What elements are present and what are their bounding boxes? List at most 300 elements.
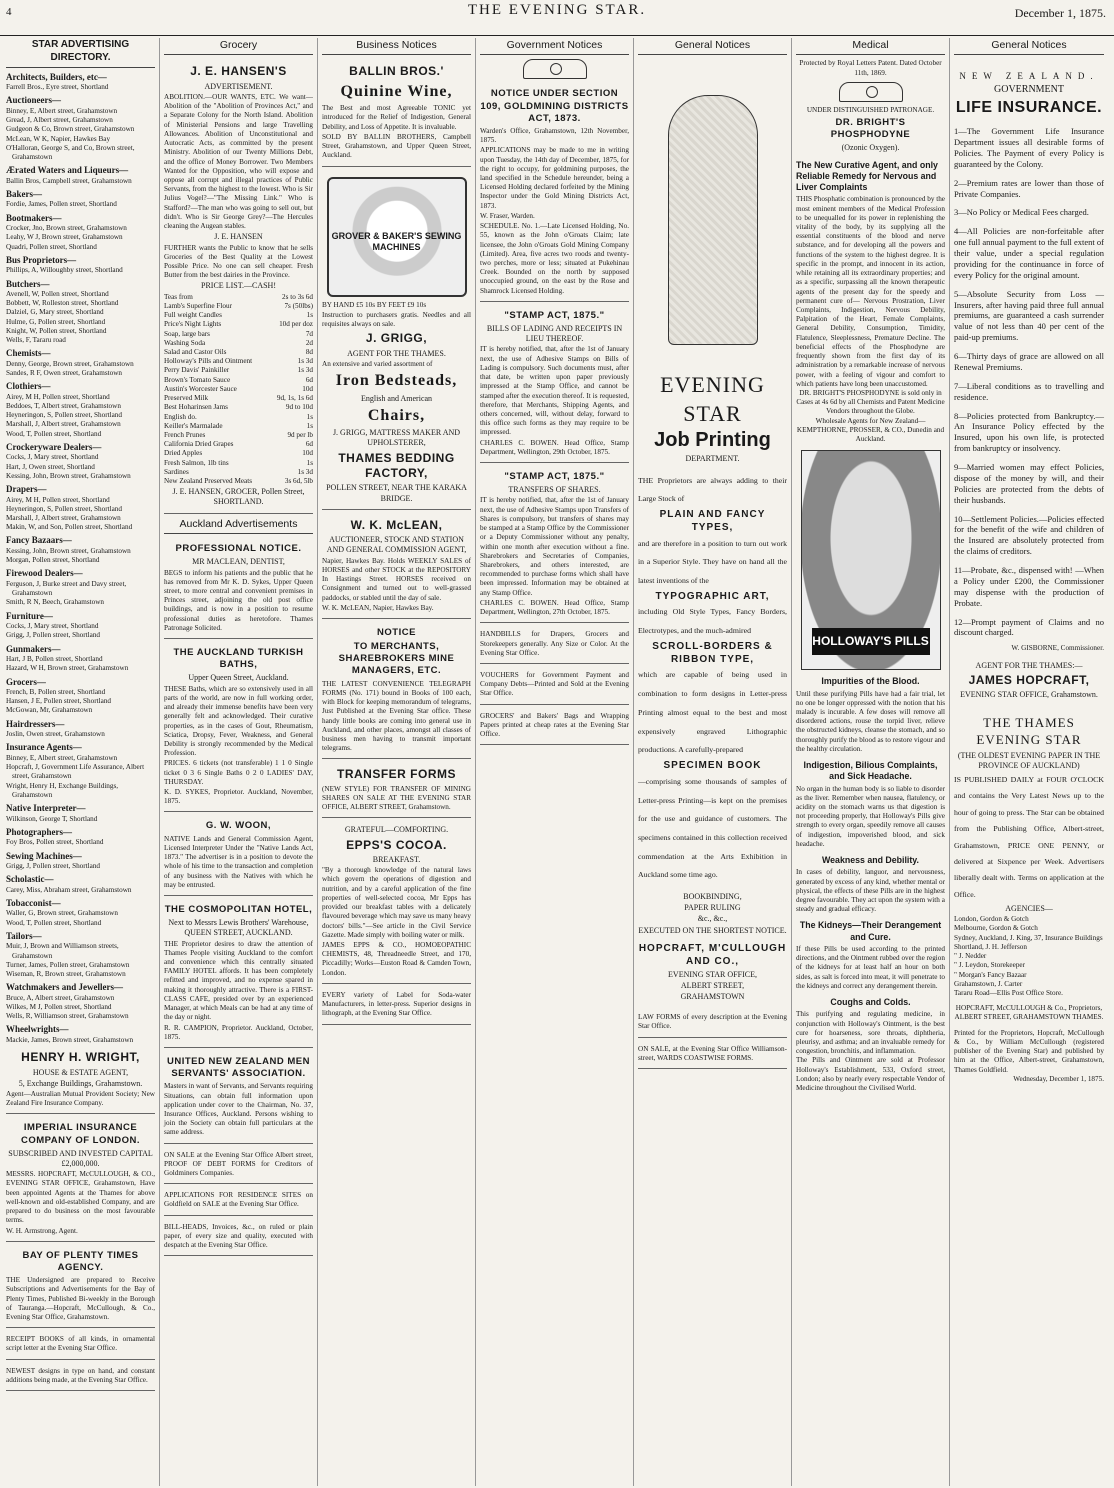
policy-item: 7—Liberal conditions as to travelling and residence. — [954, 380, 1104, 402]
agent-name: JAMES HOPCRAFT, — [968, 672, 1090, 687]
ad-grocers-bags — [480, 708, 629, 746]
price-value: 9d to 10d — [285, 403, 313, 412]
directory-entry: Leahy, W J, Brown street, Grahamstown — [6, 233, 123, 242]
ad-hansen — [164, 59, 313, 513]
price-item: New Zealand Preserved Meats — [164, 477, 253, 486]
job-body: which are capable of being used in combination to form designs in Letter-press Printing almost equal to the best and most expensively engraved Lithographic productions. A carefully-prepared — [638, 670, 787, 755]
agency-item: Melbourne, Gordon & Gotch — [954, 924, 1038, 933]
thames-star-body: IS PUBLISHED DAILY at FOUR O'CLOCK and contains the Very Latest News up to the hour of going to press. The Star can be obtained from the Publishing Office, Albert-street, Grahamstown, PRICE ONE PENNY, or delivered at Sixpence per Week. Advertisers liberally dealt with. Terms on application at the Office. — [954, 775, 1104, 899]
price-item: California Dried Grapes — [164, 440, 234, 449]
service-etc: &c., &c., — [697, 914, 728, 924]
price-row — [164, 449, 313, 458]
price-row — [164, 468, 313, 477]
price-row — [164, 385, 313, 394]
service-paper-ruling: PAPER RULING — [684, 903, 741, 913]
directory-entry: Hazard, W H, Brown street, Grahamstown — [6, 664, 129, 673]
price-value: 1s 3d — [297, 357, 313, 366]
ad-signature: W. H. Armstrong, Agent. — [6, 1226, 78, 1235]
ad-quinine-wine — [322, 59, 471, 166]
directory-entry: Hopcraft, J, Government Life Assurance, Albert street, Grahamstown — [6, 763, 145, 781]
notice-stamp-act-bills — [480, 305, 629, 463]
directory-entry: Cocks, J, Mary street, Shortland — [6, 453, 99, 462]
section-title: Weakness and Debility. — [822, 855, 919, 866]
ad-product: Quinine Wine, — [340, 82, 453, 100]
job-printing-title: EVENING STAR — [660, 372, 765, 426]
ad-bay-of-plenty — [6, 1245, 155, 1328]
ad-body: LAW FORMS of every description at the Evening Star Office. — [638, 1013, 787, 1031]
price-item: Teas from — [164, 292, 193, 301]
ad-body: Napier, Hawkes Bay. Holds WEEKLY SALES of HORSES and other STOCK at the REPOSITORY In Hastings Street. HORSES received on Consignment and turned out to well-grassed paddocks, or stabled until the day of sale. — [322, 556, 471, 602]
directory-entry: Phillips, A, Willoughby street, Shortland — [6, 266, 123, 275]
column-government-notices — [476, 38, 634, 1486]
issue-date: December 1, 1875. — [1014, 6, 1106, 20]
ad-residence-sites — [164, 1187, 313, 1215]
agency-item: Sydney, Auckland, J. King, 37, Insurance Buildings — [954, 933, 1103, 942]
notice-subtitle: BILLS OF LADING AND RECEIPTS IN LIEU THEREOF. — [486, 324, 623, 344]
price-value: 1s 3d — [297, 366, 313, 375]
notice-body: APPLICATIONS may be made to me in writing upon Tuesday, the 14th day of December, 1875, for the right to occupy, for goldmining purposes, the land specified in the Schedule hereunder, being a Licensed Holding declared forfeited by the Mining Inspector under the Gold Mining Districts Act, 1873. — [480, 146, 629, 210]
ad-handbills — [480, 626, 629, 664]
section-body: In cases of debility, languor, and nervousness, generated by excess of any kind, whether mental or physical, the effects of these Pills are in the highest degree favourable. They act upon the system with a steady and gradual efficacy. — [796, 868, 945, 914]
directory-entry: Makin, W, and Son, Pollen street, Shortland — [6, 523, 133, 532]
column-heading: General Notices — [954, 38, 1104, 55]
policy-item: 10—Settlement Policies.—Policies effected for the benefit of the wife and children of the Insured are absolutely protected from the claims of creditors. — [954, 513, 1104, 557]
section-title: Indigestion, Bilious Complaints, and Sick Headache. — [803, 760, 938, 782]
column-heading: Medical — [796, 38, 945, 55]
coat-of-arms-icon — [668, 95, 758, 345]
price-value: 1s 3d — [297, 467, 313, 476]
ad-subtitle: BREAKFAST. — [372, 855, 421, 864]
directory-entry: Wells, F, Tararu road — [6, 336, 66, 345]
price-row — [164, 431, 313, 440]
notice-title: "STAMP ACT, 1875." — [504, 471, 605, 483]
service-bookbinding: BOOKBINDING, — [683, 892, 742, 902]
directory-category: Tobacconist— — [6, 897, 61, 908]
policy-list — [954, 126, 1104, 638]
ad-body: THESE Baths, which are so extensively used in all parts of the world, are now in full working order, and already their immense benefits have been very generally felt and acknowledged. Their curative properties, as in the cases of Gout, Rheumatism, Sciatica, Dropsy, Fever, Weakness, and General Debility is strongly recommended by the Medical Profession. — [164, 684, 313, 758]
column-job-printing — [634, 38, 792, 1486]
ad-woon — [164, 815, 313, 895]
job-printing-department: DEPARTMENT. — [685, 454, 740, 464]
newspaper-columns — [2, 38, 1112, 1486]
column-grocery — [160, 38, 318, 1486]
price-value: 10d per doz — [279, 320, 313, 329]
newspaper-title: THE EVENING STAR. — [467, 2, 647, 18]
ad-prices: PRICES. 6 tickets (not transferable) 1 1 0 Single ticket 0 3 6 Single Baths 0 2 0 LADIES' DAY, THURSDAY. — [164, 759, 313, 786]
section-heading: Auckland Advertisements — [164, 517, 313, 534]
price-value: 2s to 3s 6d — [282, 292, 313, 301]
column-heading: Grocery — [164, 38, 313, 55]
publisher-block: HOPCRAFT, McCULLOUGH & Co., Proprietors, ALBERT STREET, GRAHAMSTOWN THAMES. — [954, 1004, 1104, 1022]
ad-servants-association — [164, 1051, 313, 1144]
directory-entry: Joslin, Owen street, Grahamstown — [6, 730, 105, 739]
column-life-insurance — [950, 38, 1108, 1486]
price-item: Sardines — [164, 467, 189, 476]
imprint-date: Wednesday, December 1, 1875. — [1013, 1074, 1104, 1083]
column-heading: General Notices — [638, 38, 787, 55]
ad-body: The Best and most Agreeable TONIC yet introduced for the Relief of Indigestion, General Debility, and Loss of Appetite. It is invaluable. — [322, 104, 471, 131]
ad-product: Chairs, — [367, 406, 426, 424]
directory-entry: Gread, J, Albert street, Grahamstown — [6, 116, 113, 125]
price-item: French Prunes — [164, 430, 206, 439]
price-value: 1s — [306, 458, 313, 467]
directory-entry: Wood, T, Pollen street, Shortland — [6, 918, 102, 927]
ad-wards-forms — [638, 1041, 787, 1069]
job-body: and are therefore in a position to turn out work in a Superior Style. They have on hand all the latest inventions of the — [638, 538, 787, 585]
price-row — [164, 413, 313, 422]
patent-note: Protected by Royal Letters Patent. Dated October 11th, 1869. — [799, 59, 942, 77]
ad-footer: J. E. HANSEN, GROCER, Pollen Street, SHORTLAND. — [172, 487, 305, 507]
ad-title: NOTICE — [377, 627, 416, 639]
ad-body: THE LATEST CONVENIENCE TELEGRAPH FORMS (No. 171) bound in Books of 100 each, with Block for keeping memorandum of telegrams, Just Published at the Evening Star office. These handy little books are coming into general use in Auckland, and other places, amongst all classes of business men having to transmit important telegrams. — [322, 679, 471, 753]
publisher-name: HOPCRAFT, M'CULLOUGH AND CO., — [638, 942, 787, 967]
ad-body: Instruction to purchasers gratis. Needles and all requisites always on sale. — [322, 310, 471, 329]
imprint: Printed for the Proprietors, Hopcraft, McCullough & Co., by William McCullough (registered publisher of the Evening Star) and published by him at the Office, Albert-street, Grahamstown, Thames Goldfield. — [954, 1028, 1104, 1074]
section-title: Impurities of the Blood. — [821, 676, 920, 687]
price-value: 6d — [305, 440, 313, 449]
column-medical — [792, 38, 950, 1486]
ad-prices: BY HAND £5 10s BY FEET £9 10s — [322, 300, 427, 309]
ad-signature: J. E. HANSEN — [214, 232, 263, 242]
ad-bill-heads — [164, 1219, 313, 1257]
directory-entry: Waller, G, Brown street, Grahamstown — [6, 909, 118, 918]
directory-category: Bootmakers— — [6, 212, 62, 223]
ad-body: ON SALE, at the Evening Star Office Williamson-street, WARDS COASTWISE FORMS. — [638, 1044, 787, 1062]
price-value: 7d — [305, 329, 313, 338]
directory-entry: Wilkes, M J, Pollen street, Shortland — [6, 1003, 112, 1012]
patronage-note: UNDER DISTINGUISHED PATRONAGE. — [806, 105, 935, 114]
price-value: 7s (50lbs) — [284, 301, 313, 310]
directory-entry: O'Halloran, George S, and Co, Brown street, Grahamstown — [6, 143, 135, 161]
price-row — [164, 293, 313, 302]
ad-body: THE Undersigned are prepared to Receive Subscriptions and Advertisements for the Bay of Plenty Times, Published Bi-weekly in the Borough of Tauranga.—Hopcraft, McCullough, & Co., Evening Star Office, Grahamstown. — [6, 1276, 155, 1321]
ad-subtitle: HOUSE & ESTATE AGENT, — [32, 1067, 129, 1077]
ad-sewing-machines — [322, 170, 471, 510]
directory-category: Firewood Dealers— — [6, 568, 83, 579]
notice-signature: W. Fraser, Warden. — [480, 211, 535, 220]
ad-address: POLLEN STREET, NEAR THE KARAKA BRIDGE. — [326, 483, 467, 503]
directory-entry: Grigg, J, Pollen street, Shortland — [6, 862, 101, 871]
ad-body: Agent—Australian Mutual Provident Society; New Zealand Fire Insurance Company. — [6, 1090, 155, 1108]
sewing-machine-illustration — [327, 177, 467, 297]
directory-entry: Knight, W, Pollen street, Shortland — [6, 326, 107, 335]
ad-transfer-forms — [322, 762, 471, 818]
ad-sold-by: SOLD BY BALLIN BROTHERS, Campbell Street, Grahamstown, and Upper Queen Street, Auckland. — [322, 132, 471, 160]
directory-category: Native Interpreter— — [6, 803, 86, 814]
policy-item: 3—No Policy or Medical Fees charged. — [954, 207, 1089, 218]
notice-body: IT is hereby notified, that, after the 1st of January next, the use of Adhesive Stamps upon Transfers of Shares is compulsory, but transfers of shares may be stamped at a Stamp Office by the Commissioner or a Deputy Commissioner without any penalty, within one month after execution without a fine. Sharebrokers and Secretaries of Companies, Sharebrokers, and others interested, are recommended to purchase forms which shall have been impressed. Information may be obtained at any Stamp Office. — [480, 496, 629, 597]
directory-category: Scholastic— — [6, 874, 54, 885]
directory-entry: Beddoes, T, Albert street, Grahamstown — [6, 402, 121, 411]
section-body: Until these purifying Pills have had a fair trial, let no one be longer oppressed with the notion that his malady is incurable. A few doses will remove all disordered actions, rouse the torpid liver, relieve the obstructed kidneys, cleanse the stomach, and so thoroughly purify the blood as to restore vigour and the healthy circulation. — [796, 689, 945, 753]
ad-title: IMPERIAL INSURANCE COMPANY OF LONDON. — [21, 1122, 140, 1146]
price-item: Austin's Worcester Sauce — [164, 384, 237, 393]
directory-category: Clothiers— — [6, 381, 51, 392]
directory-entry: Quadri, Pollen street, Shortland — [6, 242, 97, 251]
ad-body: RECEIPT BOOKS of all kinds, in ornamental script letter at the Evening Star Office. — [6, 1335, 155, 1353]
agency-item: Grahamstown, J. Carter — [954, 979, 1023, 988]
price-row — [164, 376, 313, 385]
price-value: 10d — [302, 384, 313, 393]
price-value: 9d, 1s, 1s 6d — [276, 394, 313, 403]
feature-typographic-art: TYPOGRAPHIC ART, — [655, 590, 770, 602]
directory-entry: Ballin Bros, Campbell street, Grahamstown — [6, 176, 132, 185]
directory-category: Hairdressers— — [6, 718, 65, 729]
price-item: Washing Soda — [164, 338, 206, 347]
directory-entry: French, B, Pollen street, Shortland — [6, 688, 106, 697]
directory-category: Fancy Bazaars— — [6, 535, 72, 546]
publisher-town: GRAHAMSTOWN — [680, 992, 745, 1002]
directory-entry: Muir, J, Brown and Williamson streets, Grahamstown — [6, 942, 119, 960]
directory-entry: Bruce, A, Albert street, Grahamstown — [6, 993, 115, 1002]
ad-product: Iron Bedsteads, — [335, 372, 458, 390]
ad-receipt-books — [6, 1331, 155, 1359]
directory-entry: Avenell, W, Pollen street, Shortland — [6, 290, 109, 299]
price-item: Holloway's Pills and Ointment — [164, 357, 253, 366]
directory-entry: Kessing, John, Brown street, Grahamstown — [6, 547, 131, 555]
ad-law-forms — [638, 1009, 787, 1037]
column-business-notices — [318, 38, 476, 1486]
ad-imperial — [6, 1117, 155, 1241]
ad-title: J. GRIGG, — [365, 331, 428, 346]
directory-entry: Carey, Miss, Abraham street, Grahamstown — [6, 885, 132, 894]
product-title: DR. BRIGHT'S PHOSPHODYNE — [830, 117, 911, 141]
agencies-heading: AGENCIES— — [1005, 903, 1053, 913]
notice-goldmining — [480, 83, 629, 301]
price-value: 3s 6d, 5lb — [284, 477, 313, 486]
ad-title: PROFESSIONAL NOTICE. — [175, 543, 302, 555]
policy-item: 12—Prompt payment of Claims and no discount charged. — [954, 616, 1104, 638]
life-insurance-title: LIFE INSURANCE. — [955, 98, 1103, 116]
ad-body: NATIVE Lands and General Commission Agent, Licensed Interpreter Under the "Native Lands Act, 1873." The advertiser is in a position to devote the whole of his time to the transaction and completion of any business with the Natives with which he may be entrusted. — [164, 834, 313, 889]
job-body: including Old Style Types, Fancy Borders, Electrotypes, and the much-admired — [638, 607, 787, 636]
agency-item: Shortland, J. H. Jefferson — [954, 942, 1027, 951]
ad-newest-designs — [6, 1363, 155, 1391]
ad-body: ABOLITION.—OUR WANTS, ETC. We want—Abolition of the "Abolition of Provinces Act," and a Separate Colony for the North Island. Abolition of Ministerial Pensions and large Travelling Allowances. Abolition of Unconstitutional and Autocratic Acts, as committed by the present Ministry. Abolition of our Twenty Millions Debt, and the office of Money Borrower. Two Members Wanted for the Opposition, who will expose and oppose all corrupt and illegal practices of Public Servants, from the highest to the lowest. Who is Sir Julius Vogel?—"The Missing Link." Who is Stafford?—The man who was going to sell out, but didn't. Who is Sir George Grey?—The Hercules cleaning the Augean stables. — [164, 93, 313, 231]
ad-address: 5, Exchange Buildings, Grahamstown. — [18, 1078, 143, 1088]
price-value: 2d — [305, 338, 313, 347]
price-item: Keiller's Marmalade — [164, 421, 223, 430]
directory-list — [6, 72, 155, 1046]
directory-category: Gunmakers— — [6, 643, 61, 654]
ad-body: APPLICATIONS FOR RESIDENCE SITES on Goldfield on SALE at the Evening Star Office. — [164, 1191, 313, 1209]
ad-body: Masters in want of Servants, and Servants requiring Situations, can obtain full information upon application under cover to the Chairman, No. 37, Insurance Offices, Auckland. Persons wishing to join the Society can obtain full particulars at the same address. — [164, 1082, 313, 1137]
agency-item: Tararu Road—Ellis Post Office Store. — [954, 988, 1063, 997]
directory-entry: McLean, W K, Napier, Hawkes Bay — [6, 134, 111, 143]
price-row — [164, 477, 313, 486]
price-value: 8d — [305, 347, 313, 356]
price-item: Full weight Candles — [164, 311, 222, 320]
price-value: 1s — [306, 412, 313, 421]
product-agents: Wholesale Agents for New Zealand— KEMPTHORNE, PROSSER, & CO., Dunedin and Auckland. — [796, 416, 945, 444]
ad-body: GROCERS' and Bakers' Bags and Wrapping Papers printed at cheap rates at the Evening Star Office. — [480, 711, 629, 739]
executed-notice: EXECUTED ON THE SHORTEST NOTICE. — [638, 925, 787, 935]
ad-subtitle: J. GRIGG, MATTRESS MAKER AND UPHOLSTERER, — [332, 428, 461, 448]
section-title: Coughs and Colds. — [830, 997, 911, 1008]
notice-title: "STAMP ACT, 1875." — [504, 309, 605, 321]
ad-title: EPPS'S COCOA. — [346, 837, 447, 852]
notice-signature: CHARLES C. BOWEN. Head Office, Stamp Department, Wellington, 29th October, 1875. — [480, 438, 629, 456]
directory-entry: Hart, J, Owen street, Shortland — [6, 462, 95, 471]
directory-category: Architects, Builders, etc— — [6, 71, 107, 82]
directory-entry: Airey, M H, Pollen street, Shortland — [6, 392, 110, 401]
feature-specimen-book: SPECIMEN BOOK — [663, 760, 762, 771]
directory-category: Auctioneers— — [6, 95, 61, 106]
ad-body: (NEW STYLE) FOR TRANSFER OF MINING SHARES ON SALE AT THE EVENING STAR OFFICE, ALBERT STREET, Grahamstown. — [322, 784, 471, 812]
ad-signature: W. K. McLEAN, Napier, Hawkes Bay. — [322, 603, 434, 612]
directory-category: Drapers— — [6, 484, 47, 495]
policy-item: 5—Absolute Security from Loss —Insurers, after having paid three full annual premiums, are guaranteed a cash surrender value of not less than 40 per cent of the paid-up premiums. — [954, 288, 1104, 343]
ad-title: J. E. HANSEN'S — [190, 64, 287, 79]
ad-title: G. W. WOON, — [205, 820, 272, 832]
directory-entry: Binney, E, Albert street, Grahamstown — [6, 753, 118, 762]
directory-entry: Hulme, G, Pollen street, Shortland — [6, 317, 106, 326]
directory-entry: Foy Bros, Pollen street, Shortland — [6, 838, 104, 847]
holloway-label: HOLLOWAY'S PILLS — [812, 628, 930, 655]
ad-title: UNITED NEW ZEALAND MEN SERVANTS' ASSOCIATION. — [167, 1055, 310, 1080]
thames-star-title: THE THAMES EVENING STAR — [976, 715, 1082, 748]
price-item: Lamb's Superfine Flour — [164, 301, 232, 310]
agent-for: AGENT FOR THE THAMES:— — [975, 660, 1083, 670]
price-value: 1s — [306, 311, 313, 320]
section-title: The Kidneys—Their Derangement and Cure. — [799, 920, 942, 942]
section-body: If these Pills be used according to the printed directions, and the Ointment rubbed over the region of the kidneys for at least half an hour on both sides, as salt is forced into meat, it will penetrate to the kidneys and correct any derangement therein. — [796, 944, 945, 990]
government-heading: GOVERNMENT — [994, 83, 1064, 95]
publisher-street: ALBERT STREET, — [680, 980, 745, 990]
agency-item: " J. Nedder — [954, 952, 987, 961]
notice-schedule: SCHEDULE. No. 1.—Late Licensed Holding, No. 55, known as the John o'Groats Claim; late licensee, the John o'Groats Gold Mining Company (Limited). Area, five acres two roods and twenty-two perches, more or less; situated at Pukehinau Creek. Bounded on the north by supposed unoccupied ground, on the east by the Rose and Shamrock Licensed Holding. — [480, 222, 629, 295]
page-number: 4 — [6, 6, 12, 18]
ad-telegraph-forms — [322, 622, 471, 759]
directory-entry: Heyneringon, S, Pollen street, Shortland — [6, 411, 122, 420]
job-printing-subtitle: Job Printing — [654, 428, 771, 451]
ad-subtitle: AUCTIONEER, STOCK AND STATION AND GENERAL COMMISSION AGENT, — [326, 535, 467, 555]
ad-title: BALLIN BROS.' — [349, 64, 444, 79]
ad-title: THAMES BEDDING FACTORY, — [338, 450, 455, 481]
product-sold: DR. BRIGHT'S PHOSPHODYNE is sold only in Cases at 4s 6d by all Chemists and Patent Medicine Vendors throughout the Globe. — [796, 388, 945, 416]
ad-mclean — [322, 513, 471, 619]
ad-title: W. K. McLEAN, — [350, 517, 443, 532]
notice-subtitle: TRANSFERS OF SHARES. — [508, 485, 601, 495]
illustration-label: GROVER & BAKER'S SEWING MACHINES — [331, 230, 462, 253]
directory-entry: Grigg, J, Pollen street, Shortland — [6, 631, 101, 640]
ad-body: EVERY variety of Label for Soda-water Manufacturers, in letter-press. Superior designs in lithograph, at the Evening Star Office. — [322, 990, 471, 1018]
directory-entry: Wood, T, Pollen street, Shortland — [6, 429, 102, 438]
directory-entry: Wells, R, Williamson street, Grahamstown — [6, 1012, 129, 1021]
price-value: 9d per lb — [287, 430, 313, 439]
directory-entry: Turner, James, Pollen street, Grahamstown — [6, 960, 130, 969]
directory-entry: Smith, R N, Beech, Grahamstown — [6, 598, 105, 607]
ad-subtitle: ADVERTISEMENT. — [204, 81, 273, 91]
price-row — [164, 459, 313, 468]
price-item: English do. — [164, 412, 197, 421]
directory-entry: Marshall, J, Albert street, Grahamstown — [6, 420, 121, 429]
directory-entry: Cocks, J, Mary street, Shortland — [6, 622, 99, 631]
price-item: Soap, large bars — [164, 329, 210, 338]
price-row — [164, 357, 313, 366]
ad-body: BEGS to inform his patients and the public that he has removed from Mr K. D. Sykes, Upper Queen street, to more central and convenient premises in Princes street, adjoining the old post office buildings, and is now in a position to resume professional duties as heretofore. Thames Patronage Solicited. — [164, 568, 313, 632]
price-row — [164, 394, 313, 403]
price-row — [164, 403, 313, 412]
ad-subtitle: English and American — [360, 393, 433, 403]
directory-entry: Marshall, J, Albert street, Grahamstown — [6, 514, 121, 523]
ad-dentist — [164, 538, 313, 639]
directory-category: Bakers— — [6, 188, 42, 199]
price-item: Fresh Salmon, 1lb tins — [164, 458, 229, 467]
ad-body: ON SALE at the Evening Star Office Albert street, PROOF OF DEBT FORMS for Creditors of Goldminers Companies. — [164, 1150, 313, 1178]
holloway-seal-icon — [801, 450, 941, 670]
directory-category: Crockeryware Dealers— — [6, 441, 102, 452]
ad-signature: JAMES EPPS & CO., HOMOEOPATHIC CHEMISTS, 48, Threadneedle Street, and 170, Piccadilly; Works—Euston Road & Camden Town, London. — [322, 940, 471, 977]
directory-entry: Bobbett, W, Rolleston street, Shortland — [6, 299, 119, 308]
agency-item: London, Gordon & Gotch — [954, 915, 1029, 924]
ad-body: THE Proprietor desires to draw the attention of Thames People visiting Auckland to the comfort and convenience which this centrally situated FAMILY HOTEL affords. It has been completely refitted and improved, and no expense spared in making it thoroughly attractive. There is a FIRST-CLASS CAFE, presided over by an experienced Manager, at which Meals can be had at any time of the day or night. — [164, 939, 313, 1022]
notice-address: Warden's Office, Grahamstown, 12th November, 1875. — [480, 126, 629, 145]
directory-entry: Airey, M H, Pollen street, Shortland — [6, 495, 110, 504]
directory-entry: Fordie, James, Pollen street, Shortland — [6, 200, 117, 209]
directory-entry: Binney, E, Albert street, Grahamstown — [6, 106, 118, 115]
product-subtitle: (Ozonic Oxygen). — [841, 143, 900, 153]
directory-category: Ærated Waters and Liqueurs— — [6, 165, 129, 176]
directory-category: Photographers— — [6, 826, 72, 837]
directory-category: Wheelwrights— — [6, 1024, 69, 1035]
column-directory — [2, 38, 160, 1486]
policy-item: 1—The Government Life Insurance Department issues all desirable forms of Policies. The Payment of every Policy is guaranteed by the Colony. — [954, 126, 1104, 169]
ad-address: Upper Queen Street, Auckland. — [188, 673, 289, 683]
directory-entry: Farrell Bros., Eyre street, Shortland — [6, 83, 109, 92]
directory-entry: Wilkinson, George T, Shortland — [6, 814, 98, 823]
ad-title: TRANSFER FORMS — [337, 767, 456, 782]
directory-entry: Crocker, Jno, Brown street, Grahamstown — [6, 224, 127, 233]
ad-vouchers — [480, 667, 629, 705]
price-row — [164, 440, 313, 449]
price-list-title: PRICE LIST.—CASH! — [201, 281, 276, 291]
policy-item: 9—Married women may effect Policies, dispose of the money by will, and their Policies are protected from the debts of their husbands. — [954, 462, 1104, 505]
directory-entry: Dalziel, G, Mary street, Shortland — [6, 308, 104, 317]
ad-subtitle: MR MACLEAN, DENTIST, — [192, 557, 285, 567]
policy-item: 11—Probate, &c., dispensed with! —When a Policy under £200, the Commissioner may dispense with the production of Probate. — [954, 565, 1104, 608]
ad-body: MESSRS. HOPCRAFT, McCULLOUGH, & CO., EVENING STAR OFFICE, Grahamstown, Have been appointed Agents at the Thames for above well-known and old-established Company, and are prepared to do business on the most favourable terms. — [6, 1170, 155, 1225]
directory-entry: Kessing, John, Brown street, Grahamstown — [6, 471, 131, 480]
ad-signature: R. R. CAMPION, Proprietor. Auckland, October, 1875. — [164, 1023, 313, 1041]
directory-entry: Hart, J B, Pollen street, Shortland — [6, 655, 103, 664]
column-heading: STAR ADVERTISING DIRECTORY. — [6, 38, 155, 68]
directory-category: Sewing Machines— — [6, 850, 82, 861]
directory-entry: Denny, George, Brown street, Grahamstown — [6, 359, 134, 368]
directory-category: Chemists— — [6, 348, 51, 359]
directory-entry: Gudgeon & Co, Brown street, Grahamstown — [6, 125, 135, 134]
directory-category: Bus Proprietors— — [6, 254, 77, 265]
directory-category: Butchers— — [6, 278, 50, 289]
column-heading: Business Notices — [322, 38, 471, 55]
price-item: Salad and Castor Oils — [164, 347, 227, 356]
ad-proof-of-debt — [164, 1147, 313, 1185]
holloway-address: The Pills and Ointment are sold at Professor Holloway's Establishment, 533, Oxford street, London; also by nearly every respectable Vendor of Medicine throughout the Civilised World. — [796, 1056, 945, 1093]
ad-body: FURTHER wants the Public to know that he sells Groceries of the Best Quality at the Lowest Possible Price. No one can sell cheaper. Fresh Butter from the best dairies in the Province. — [164, 243, 313, 280]
directory-category: Tailors— — [6, 930, 42, 941]
price-item: Preserved Milk — [164, 394, 209, 403]
ad-body: BILL-HEADS, Invoices, &c., on ruled or plain paper, of every size and quality, executed with despatch at the Evening Star Office. — [164, 1222, 313, 1250]
feature-plain-types: PLAIN AND FANCY TYPES, — [659, 508, 766, 533]
ad-turkish-baths — [164, 642, 313, 812]
ad-body: "By a thorough knowledge of the natural laws which govern the operations of digestion and nutrition, and by a careful application of the fine properties of well-selected cocoa, Mr Epps has provided our breakfast tables with a delicately flavoured beverage which may save us many heavy doctors' bills."—See article in the Civil Service Gazette. Made simply with boiling water or milk. — [322, 866, 471, 939]
notice-signature: CHARLES C. BOWEN. Head Office, Stamp Department, Wellington, 27th October, 1875. — [480, 598, 629, 617]
job-body: —comprising some thousands of samples of Letter-press Printing—is kept on the premises for the use and guidance of customers. The specimens contained in this collection received commendation at the Arts Exhibition in Auckland some time ago. — [638, 776, 787, 880]
crest-icon — [523, 59, 587, 79]
policy-item: 2—Premium rates are lower than those of Private Companies. — [954, 177, 1104, 199]
directory-entry: Ferguson, J, Burke street and Davy street, Grahamstown — [6, 579, 127, 598]
ad-title: THE AUCKLAND TURKISH BATHS, — [173, 647, 304, 671]
